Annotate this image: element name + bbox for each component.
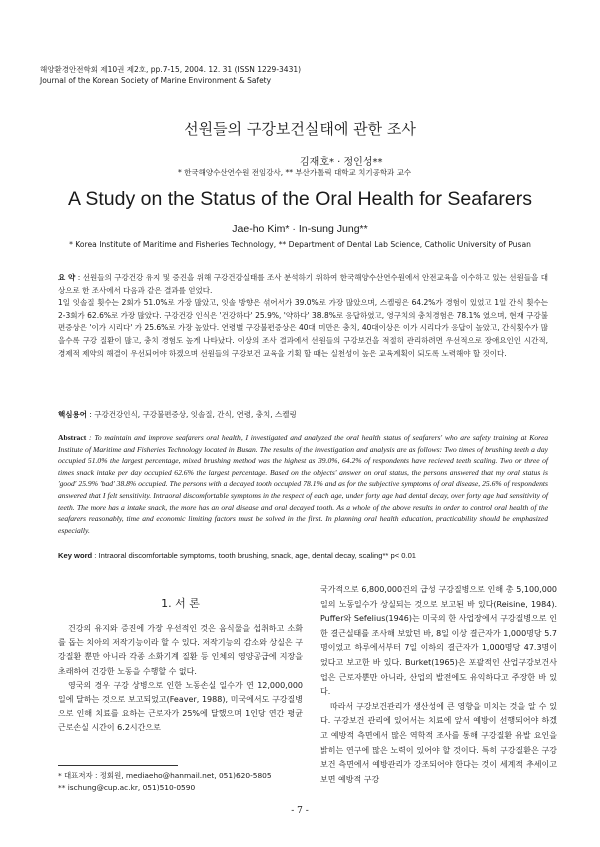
korean-abstract-label: 요 약 [58, 273, 76, 282]
korean-keywords [58, 409, 297, 420]
english-keywords-label: Key word [58, 551, 93, 560]
korean-abstract-para1: : 선원들의 구강건강 유지 및 증진을 위해 구강건강실태를 조사 분석하기 위하여 한국해양수산연수원에서 안전교육을 이수하고 있는 선원들을 대상으로 한 조사에서 다음과 같은 결과를 얻었다. [58, 273, 548, 295]
korean-authors: 김재호* · 정인성** [300, 157, 383, 168]
korean-title: 선원들의 구강보건실태에 관한 조사 [184, 120, 416, 138]
korean-keywords-text: : 구강건강인식, 구강불편증상, 잇솔질, 간식, 연령, 충치, 스켈링 [86, 410, 297, 419]
journal-header [40, 64, 301, 86]
journal-name: Journal of the Korean Society of Marine Environment & Safety [40, 76, 272, 85]
korean-abstract [58, 272, 548, 360]
english-abstract [58, 432, 548, 536]
english-abstract-text: : To maintain and improve seafarers oral health, I investigated and analyzed the oral health status of seafarers' who are safety training at Korea Institute of Maritime and Fisheries Technology located in Busan. The results of the investigation and analysis are as follows: Two times of brushing teeth a day occupied 51.0% the largest percentage, mixed brushing method was the highest as 39.0%, 64.2% of respondents have recieved teeth scaling. Two or three of times snack intake per day occupied 62.6% the largest percentage. Based on the objects' answer on oral status, the persons answered that my oral status is 'good' 25.9% 'bad' 38.8% occupied. The persons with a decayed tooth occupied 78.1% and as for the subjective symptoms of oral disease, 25.6% of respondents answered that I felt sensitivity. Intraoral discomfortable symptoms in the respect of each age, under forty age had dental decay, over forty age had sensitivity of teeth. The more has a intake snack, the more has an oral disease and oral decayed tooth. As a whole of the above results in order to control oral health of the seafarers reasonably, time and economic limiting factors must be solved in the first. In planning oral health education, practicability should be emphasized especially. [58, 433, 548, 535]
footnote-2: ** ischung@cup.ac.kr, 051)510-0590 [58, 783, 196, 792]
english-title: A Study on the Status of the Oral Health for Seafarers [68, 188, 532, 210]
korean-affiliations: * 한국해양수산연수원 전임강사, ** 부산가톨릭 대학교 치기공학과 교수 [178, 168, 412, 177]
page-number: - 7 - [291, 806, 309, 816]
english-abstract-label: Abstract [58, 433, 87, 442]
footnote-divider [58, 765, 178, 766]
english-affiliations: * Korea Institute of Maritime and Fisheries Technology, ** Department of Dental Lab Science, Catholic University of Pusan [69, 240, 531, 249]
footnote-1: * 대표저자 : 정회원, mediaeho@hanmail.net, 051)620-5805 [58, 771, 272, 780]
english-keywords [58, 551, 416, 560]
right-column-body [320, 583, 557, 787]
korean-abstract-para2: 1일 잇솔질 횟수는 2회가 51.0%로 가장 많았고, 잇솔 방향은 섞어서가 39.0%로 가장 많았으며, 스켈링은 64.2%가 경험이 있었고 1일 간식 횟수는 2-3회가 62.6%로 가장 많았다. 구강건강 인식은 '건강하다' 25.9%, '약하다' 38.8%로 응답하였고, 영구치의 충치경험은 78.1% 였으며, 현재 구강불편증상은 '이가 시리다' 가 25.6%로 가장 높았다. 연령별 구강불편증상은 40대 미만은 충치, 40대이상은 이가 시리다가 응답이 높았고, 간식횟수가 많을수록 구강 질환이 많고, 충치 경험도 높게 나타났다. 이상의 조사 결과에서 선원들의 구강보건을 적절히 관리하려면 우선적으로 장애요인인 시간적, 경제적 제약의 해결이 우선되어야 하겠으며 선원들의 구강보건 교육을 기획 할 때는 실천성이 높은 교육계획이 되도록 노력해야 할 것이다. [58, 298, 548, 358]
right-col-paragraph-1: 국가적으로 6,800,000건의 급성 구강질병으로 인해 총 5,100,000일의 노동일수가 상실되는 것으로 보고된 바 있다(Reisine, 1984). Puffer와 Sefelius(1946)는 미국의 한 사업장에서 구강질병으로 인한 결근실태를 조사해 보았던 바, 8일 이상 결근자가 1,000명당 5.7명이었고 하루에서부터 7일 이하의 결근자가 1,000명당 47.3명이었다고 보고한 바 있다. Burket(1965)은 포괄적인 산업구강보건사업은 근로자뿐만 아니라, 산업의 발전에도 유익하다고 주장한 바 있다. [320, 585, 557, 697]
left-col-paragraph-2: 영국의 경우 구강 상병으로 인한 노동손실 일수가 연 12,000,000일에 달하는 것으로 보고되었고(Feaver, 1988), 미국에서도 구강질병으로 인해 치료를 요하는 근로자가 25%에 달했으며 1인당 연간 평균 근로손실 시간이 6.2시간으로 [58, 680, 303, 733]
left-column-body [58, 622, 303, 736]
footnotes [58, 770, 272, 794]
english-keywords-text: : Intraoral discomfortable symptoms, tooth brushing, snack, age, dental decay, scaling** p< 0.01 [92, 551, 417, 560]
korean-keywords-label: 핵심용어 [58, 410, 87, 419]
left-col-paragraph-1: 건강의 유지와 증진에 가장 우선적인 것은 음식물을 섭취하고 소화를 돕는 치아의 저작기능이라 할 수 있다. 저작기능의 감소와 상실은 구강질환 뿐만 아니라 각종 소화기계 질환 등 인체의 영양공급에 지장을 초래하여 건강한 노동을 수행할 수 없다. [58, 624, 303, 676]
english-authors: Jae-ho Kim* · In-sung Jung** [232, 223, 368, 235]
right-col-paragraph-2: 따라서 구강보건관리가 생산성에 큰 영향을 미치는 것을 알 수 있다. 구강보건 관리에 있어서는 치료에 앞서 예방이 선행되어야 하겠고 예방적 측면에서 많은 역학적 조사를 통해 구강질환 유발 요인을 밝히는 연구에 많은 노력이 있어야 할 것이다. 특히 구강질환은 구강 보건 측면에서 예방관리가 강조되어야 한다는 것이 세계적 추세이고 보면 예방적 구강 [320, 701, 557, 784]
journal-citation: 해양환경안전학회 제10권 제2호, pp.7-15, 2004. 12. 31 (ISSN 1229-3431) [40, 65, 302, 74]
section-heading-introduction: 1. 서 론 [161, 597, 200, 610]
